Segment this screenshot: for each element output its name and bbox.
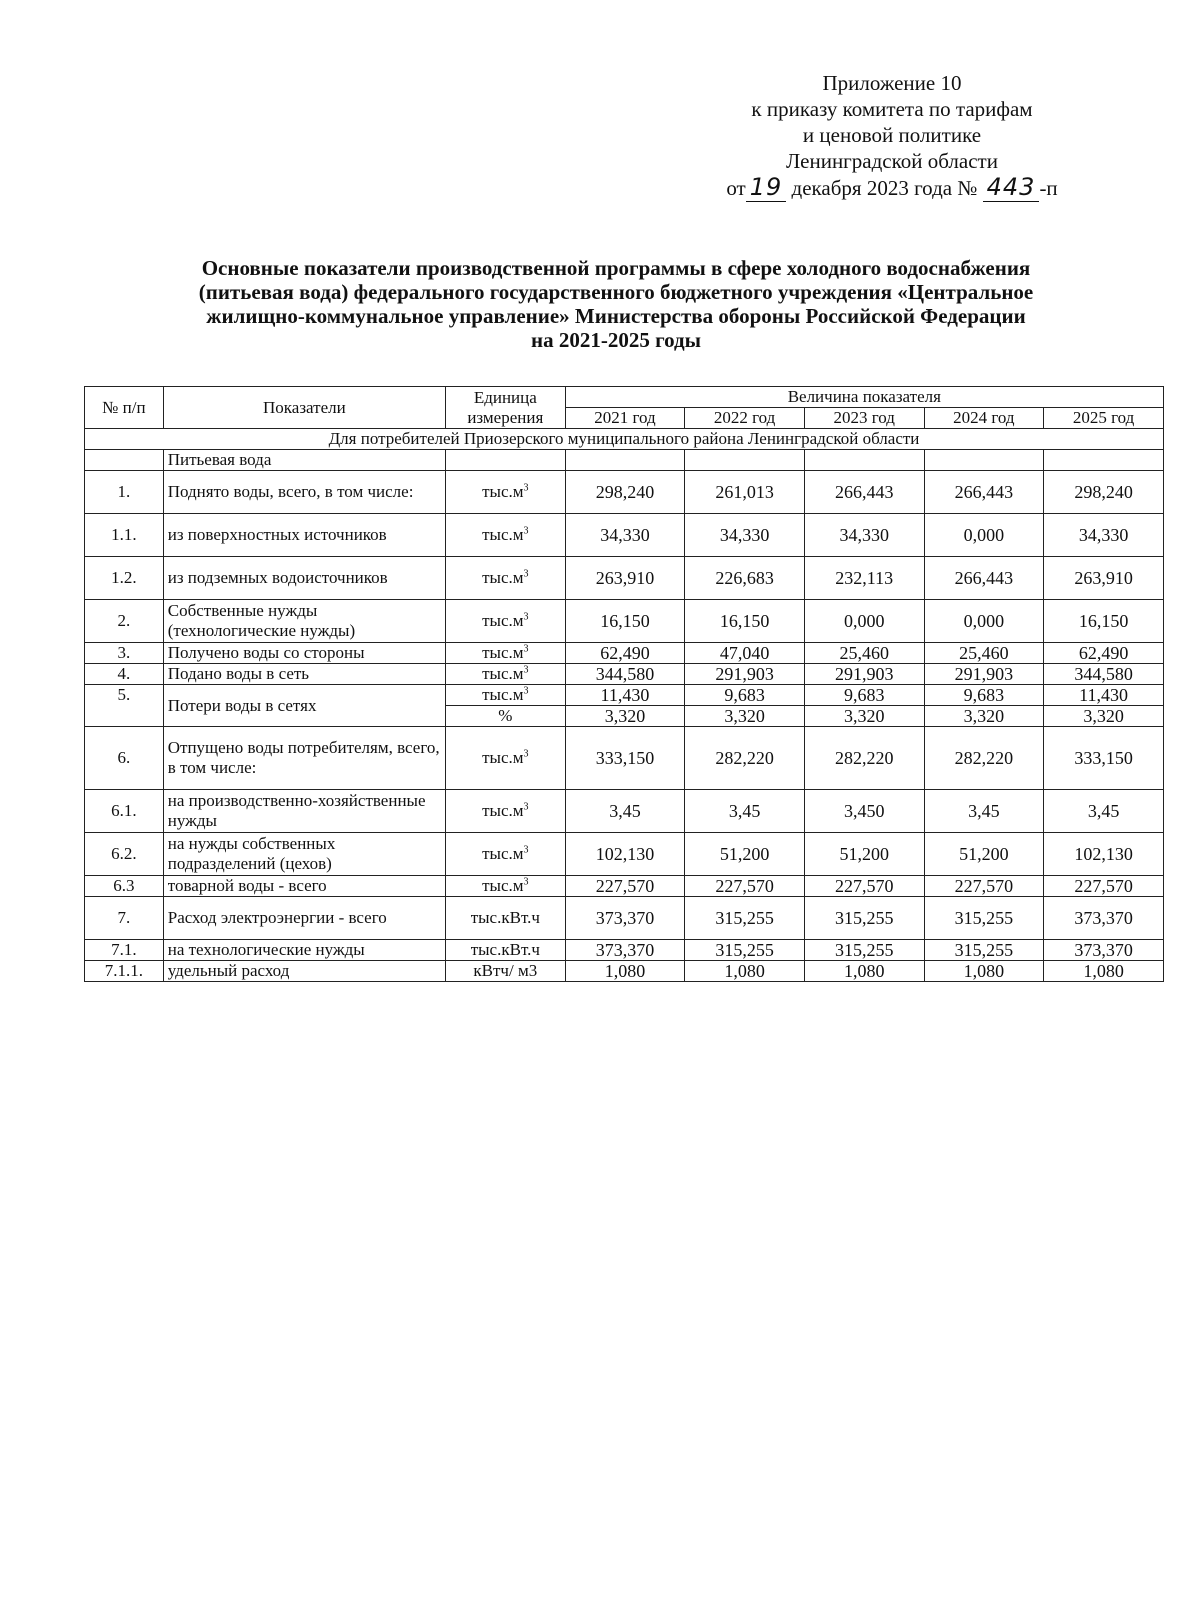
unit-text: тыс.м bbox=[482, 525, 524, 544]
section-empty-cell bbox=[85, 450, 164, 471]
unit-superscript: 3 bbox=[523, 801, 529, 813]
row-label: Получено воды со стороны bbox=[163, 643, 445, 664]
value-cell: 1,080 bbox=[924, 961, 1044, 982]
unit-text: тыс.м bbox=[482, 685, 524, 704]
value-cell: 3,320 bbox=[685, 706, 805, 727]
section-empty-cell bbox=[685, 450, 805, 471]
row-number: 1.2. bbox=[85, 557, 164, 600]
value-cell: 373,370 bbox=[565, 897, 685, 940]
section-empty-cell bbox=[804, 450, 924, 471]
unit-superscript: 3 bbox=[523, 876, 529, 888]
value-cell: 9,683 bbox=[685, 685, 805, 706]
unit-superscript: 3 bbox=[523, 568, 529, 580]
value-cell: 227,570 bbox=[565, 876, 685, 897]
table-row bbox=[85, 514, 1164, 557]
value-cell: 291,903 bbox=[685, 664, 805, 685]
row-unit bbox=[445, 961, 565, 982]
value-cell: 102,130 bbox=[565, 833, 685, 876]
table-row bbox=[85, 833, 1164, 876]
value-cell: 266,443 bbox=[924, 471, 1044, 514]
row-label: товарной воды - всего bbox=[163, 876, 445, 897]
value-cell: 226,683 bbox=[685, 557, 805, 600]
value-cell: 62,490 bbox=[565, 643, 685, 664]
order-suffix: -п bbox=[1039, 176, 1058, 200]
value-cell: 3,45 bbox=[565, 790, 685, 833]
value-cell: 3,45 bbox=[685, 790, 805, 833]
value-cell: 3,450 bbox=[804, 790, 924, 833]
value-cell: 34,330 bbox=[685, 514, 805, 557]
value-cell: 11,430 bbox=[565, 685, 685, 706]
row-label: Собственные нужды (технологические нужды) bbox=[163, 600, 445, 643]
unit-superscript: 3 bbox=[523, 525, 529, 537]
row-number: 6. bbox=[85, 727, 164, 790]
value-cell: 0,000 bbox=[924, 600, 1044, 643]
unit-text: тыс.м bbox=[482, 844, 524, 863]
row-unit bbox=[445, 643, 565, 664]
row-number: 6.3 bbox=[85, 876, 164, 897]
value-cell: 34,330 bbox=[1044, 514, 1164, 557]
table-row bbox=[85, 727, 1164, 790]
row-unit bbox=[445, 940, 565, 961]
section-row bbox=[85, 450, 1164, 471]
row-number: 4. bbox=[85, 664, 164, 685]
row-number: 7.1. bbox=[85, 940, 164, 961]
value-cell: 263,910 bbox=[565, 557, 685, 600]
table-row bbox=[85, 664, 1164, 685]
unit-superscript: 3 bbox=[523, 643, 529, 655]
section-empty-cell bbox=[445, 450, 565, 471]
header-unit bbox=[445, 387, 565, 429]
header-unit-line-1: Единица bbox=[473, 387, 537, 407]
value-cell: 34,330 bbox=[804, 514, 924, 557]
row-unit bbox=[445, 600, 565, 643]
row-number: 2. bbox=[85, 600, 164, 643]
unit-superscript: 3 bbox=[523, 748, 529, 760]
row-label: удельный расход bbox=[163, 961, 445, 982]
unit-text: тыс.кВт.ч bbox=[470, 940, 540, 959]
value-cell: 227,570 bbox=[685, 876, 805, 897]
unit-superscript: 3 bbox=[523, 664, 529, 676]
row-unit bbox=[445, 514, 565, 557]
value-cell: 9,683 bbox=[924, 685, 1044, 706]
unit-text: тыс.м bbox=[482, 568, 524, 587]
group-row bbox=[85, 429, 1164, 450]
header-unit-line-2: измерения bbox=[467, 407, 544, 427]
row-unit bbox=[445, 876, 565, 897]
row-number: 1.1. bbox=[85, 514, 164, 557]
row-number: 7. bbox=[85, 897, 164, 940]
header-year: 2022 год bbox=[685, 408, 805, 429]
value-cell: 315,255 bbox=[685, 940, 805, 961]
unit-text: тыс.м bbox=[482, 611, 524, 630]
unit-text: тыс.кВт.ч bbox=[470, 908, 540, 927]
value-cell: 1,080 bbox=[565, 961, 685, 982]
handwritten-order-number: 443 bbox=[983, 173, 1040, 202]
unit-text: тыс.м bbox=[482, 801, 524, 820]
date-text: декабря 2023 года № bbox=[791, 176, 978, 200]
value-cell: 298,240 bbox=[565, 471, 685, 514]
value-cell: 25,460 bbox=[804, 643, 924, 664]
value-cell: 344,580 bbox=[565, 664, 685, 685]
value-cell: 261,013 bbox=[685, 471, 805, 514]
row-number: 5. bbox=[85, 685, 164, 727]
appendix-line-3: и ценовой политике bbox=[802, 123, 982, 147]
value-cell: 333,150 bbox=[1044, 727, 1164, 790]
value-cell: 16,150 bbox=[565, 600, 685, 643]
row-unit: % bbox=[445, 706, 565, 727]
value-cell: 3,320 bbox=[924, 706, 1044, 727]
value-cell: 3,45 bbox=[1044, 790, 1164, 833]
value-cell: 333,150 bbox=[565, 727, 685, 790]
title-line-3: жилищно-коммунальное управление» Министерства обороны Российской Федерации bbox=[206, 304, 1026, 328]
value-cell: 51,200 bbox=[685, 833, 805, 876]
value-cell: 315,255 bbox=[685, 897, 805, 940]
value-cell: 3,45 bbox=[924, 790, 1044, 833]
value-cell: 315,255 bbox=[804, 940, 924, 961]
value-cell: 0,000 bbox=[804, 600, 924, 643]
value-cell: 315,255 bbox=[924, 940, 1044, 961]
value-cell: 11,430 bbox=[1044, 685, 1164, 706]
date-prefix: от bbox=[726, 176, 746, 200]
handwritten-day: 19 bbox=[746, 173, 787, 202]
value-cell: 315,255 bbox=[924, 897, 1044, 940]
section-row-label: Питьевая вода bbox=[163, 450, 445, 471]
value-cell: 344,580 bbox=[1044, 664, 1164, 685]
value-cell: 3,320 bbox=[1044, 706, 1164, 727]
value-cell: 266,443 bbox=[804, 471, 924, 514]
row-label: на нужды собственных подразделений (цехов) bbox=[163, 833, 445, 876]
unit-superscript: 3 bbox=[523, 611, 529, 623]
value-cell: 51,200 bbox=[924, 833, 1044, 876]
value-cell: 232,113 bbox=[804, 557, 924, 600]
row-unit bbox=[445, 471, 565, 514]
order-date-line bbox=[692, 174, 1092, 201]
header-num: № п/п bbox=[85, 387, 164, 429]
table-row bbox=[85, 557, 1164, 600]
row-number: 6.2. bbox=[85, 833, 164, 876]
row-label: на технологические нужды bbox=[163, 940, 445, 961]
table-row bbox=[85, 471, 1164, 514]
row-number: 7.1.1. bbox=[85, 961, 164, 982]
row-label: из подземных водоисточников bbox=[163, 557, 445, 600]
value-cell: 9,683 bbox=[804, 685, 924, 706]
row-number: 6.1. bbox=[85, 790, 164, 833]
indicators-table bbox=[84, 386, 1164, 982]
row-label: Подано воды в сеть bbox=[163, 664, 445, 685]
row-label: Расход электроэнергии - всего bbox=[163, 897, 445, 940]
row-number: 1. bbox=[85, 471, 164, 514]
value-cell: 373,370 bbox=[1044, 897, 1164, 940]
row-number: 3. bbox=[85, 643, 164, 664]
row-label: Отпущено воды потребителям, всего, в том числе: bbox=[163, 727, 445, 790]
value-cell: 51,200 bbox=[804, 833, 924, 876]
unit-text: кВтч/ м3 bbox=[473, 961, 538, 980]
table-row bbox=[85, 600, 1164, 643]
row-label: Поднято воды, всего, в том числе: bbox=[163, 471, 445, 514]
table-row bbox=[85, 961, 1164, 982]
value-cell: 373,370 bbox=[1044, 940, 1164, 961]
value-cell: 16,150 bbox=[1044, 600, 1164, 643]
value-cell: 1,080 bbox=[1044, 961, 1164, 982]
row-unit bbox=[445, 557, 565, 600]
value-cell: 282,220 bbox=[924, 727, 1044, 790]
unit-text: тыс.м bbox=[482, 664, 524, 683]
value-cell: 266,443 bbox=[924, 557, 1044, 600]
unit-superscript: 3 bbox=[523, 685, 529, 697]
value-cell: 227,570 bbox=[1044, 876, 1164, 897]
document-title bbox=[100, 256, 1132, 352]
unit-text: тыс.м bbox=[482, 643, 524, 662]
row-label: на производственно-хозяйственные нужды bbox=[163, 790, 445, 833]
table-row bbox=[85, 790, 1164, 833]
value-cell: 291,903 bbox=[924, 664, 1044, 685]
value-cell: 3,320 bbox=[804, 706, 924, 727]
value-cell: 102,130 bbox=[1044, 833, 1164, 876]
value-cell: 0,000 bbox=[924, 514, 1044, 557]
row-unit bbox=[445, 664, 565, 685]
unit-text: тыс.м bbox=[482, 748, 524, 767]
row-unit bbox=[445, 685, 565, 706]
table-row bbox=[85, 643, 1164, 664]
section-empty-cell bbox=[1044, 450, 1164, 471]
value-cell: 291,903 bbox=[804, 664, 924, 685]
value-cell: 282,220 bbox=[804, 727, 924, 790]
row-label: Потери воды в сетях bbox=[163, 685, 445, 727]
value-cell: 1,080 bbox=[685, 961, 805, 982]
table-row bbox=[85, 685, 1164, 706]
value-cell: 282,220 bbox=[685, 727, 805, 790]
value-cell: 227,570 bbox=[924, 876, 1044, 897]
row-unit bbox=[445, 833, 565, 876]
header-value-group: Величина показателя bbox=[565, 387, 1163, 408]
unit-superscript: 3 bbox=[523, 844, 529, 856]
header-indicator: Показатели bbox=[163, 387, 445, 429]
header-year: 2024 год bbox=[924, 408, 1044, 429]
row-unit bbox=[445, 790, 565, 833]
appendix-line-2: к приказу комитета по тарифам bbox=[751, 97, 1033, 121]
header-row-1 bbox=[85, 387, 1164, 408]
row-unit bbox=[445, 727, 565, 790]
value-cell: 1,080 bbox=[804, 961, 924, 982]
value-cell: 227,570 bbox=[804, 876, 924, 897]
title-line-2: (питьевая вода) федерального государственного бюджетного учреждения «Центральное bbox=[198, 280, 1034, 304]
value-cell: 298,240 bbox=[1044, 471, 1164, 514]
value-cell: 3,320 bbox=[565, 706, 685, 727]
title-line-4: на 2021-2025 годы bbox=[530, 328, 702, 352]
value-cell: 315,255 bbox=[804, 897, 924, 940]
value-cell: 263,910 bbox=[1044, 557, 1164, 600]
unit-superscript: 3 bbox=[523, 482, 529, 494]
section-empty-cell bbox=[924, 450, 1044, 471]
row-unit bbox=[445, 897, 565, 940]
value-cell: 25,460 bbox=[924, 643, 1044, 664]
section-empty-cell bbox=[565, 450, 685, 471]
header-year: 2025 год bbox=[1044, 408, 1164, 429]
table-row bbox=[85, 876, 1164, 897]
header-year: 2023 год bbox=[804, 408, 924, 429]
value-cell: 62,490 bbox=[1044, 643, 1164, 664]
header-year: 2021 год bbox=[565, 408, 685, 429]
table-body bbox=[85, 429, 1164, 982]
group-row-label: Для потребителей Приозерского муниципального района Ленинградской области bbox=[85, 429, 1164, 450]
appendix-block bbox=[692, 70, 1092, 201]
value-cell: 47,040 bbox=[685, 643, 805, 664]
value-cell: 34,330 bbox=[565, 514, 685, 557]
value-cell: 16,150 bbox=[685, 600, 805, 643]
appendix-line-4: Ленинградской области bbox=[786, 149, 998, 173]
table-row bbox=[85, 940, 1164, 961]
title-line-1: Основные показатели производственной программы в сфере холодного водоснабжения bbox=[201, 256, 1031, 280]
row-label: из поверхностных источников bbox=[163, 514, 445, 557]
unit-text: тыс.м bbox=[482, 876, 524, 895]
appendix-title: Приложение 10 bbox=[822, 71, 962, 95]
table-row bbox=[85, 897, 1164, 940]
value-cell: 373,370 bbox=[565, 940, 685, 961]
unit-text: тыс.м bbox=[482, 482, 524, 501]
